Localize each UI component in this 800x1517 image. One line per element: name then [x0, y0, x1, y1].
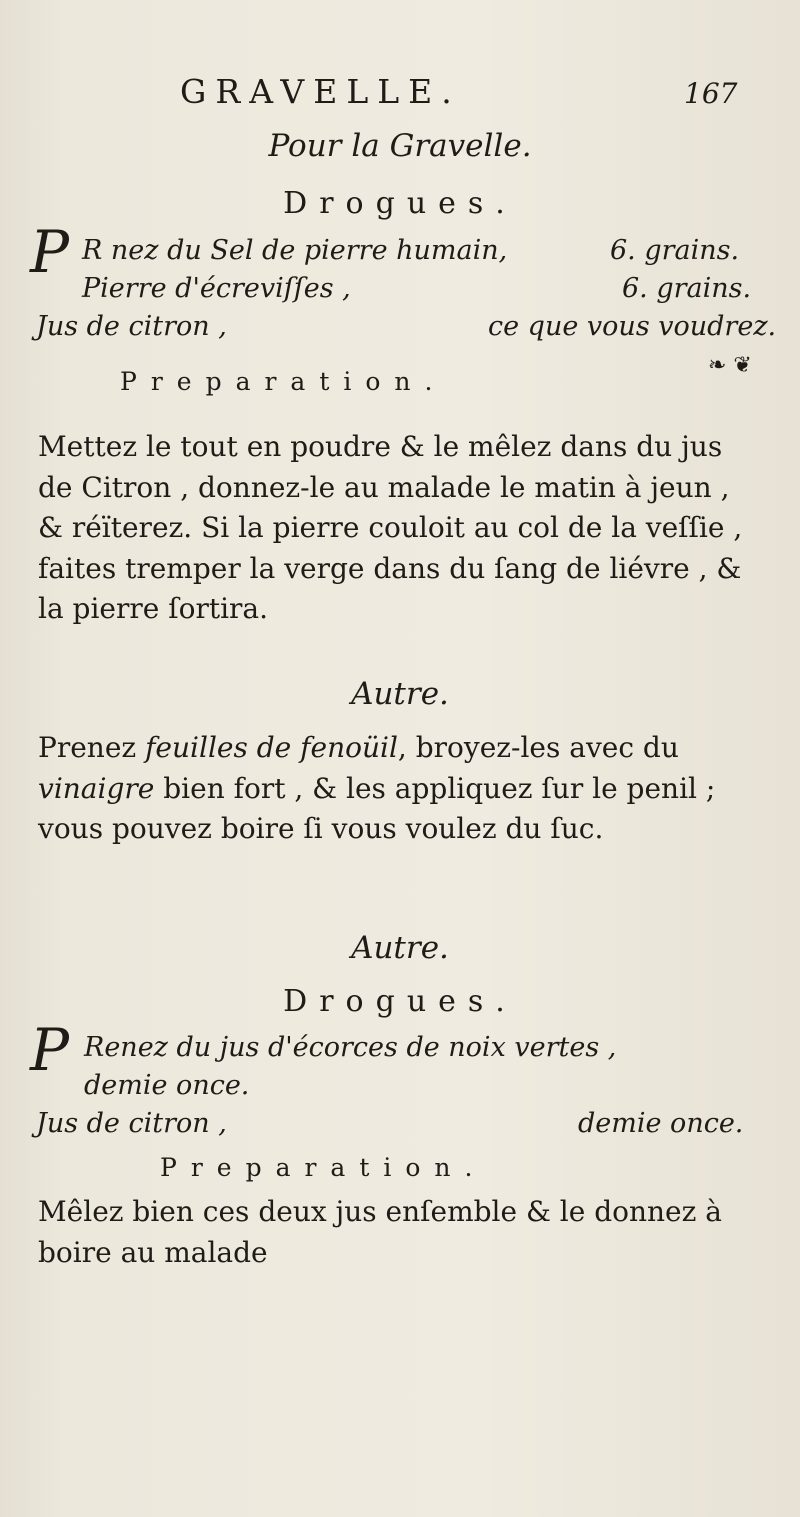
- ingredient-line: Jus de citron ,: [36, 311, 227, 342]
- autre-heading-2: Autre.: [351, 930, 449, 966]
- running-title: GRAVELLE.: [180, 72, 461, 111]
- drogues-heading: Drogues.: [283, 186, 517, 221]
- drogues-heading-2: Drogues.: [283, 984, 517, 1019]
- section-title: Pour la Gravelle.: [268, 128, 532, 164]
- ornament-icon: ❧ ❦: [708, 353, 752, 378]
- drop-cap: P: [30, 218, 70, 286]
- ingredient-line: Pierre d'écreviſſes ,: [82, 273, 351, 304]
- italic-term: feuilles de fenoüil: [145, 731, 398, 764]
- ingredient-quantity: ce que vous voudrez.: [488, 311, 777, 342]
- page-number: 167: [684, 77, 738, 110]
- text-segment: Prenez: [38, 731, 146, 764]
- preparation-paragraph: Mettez le tout en poudre & le mêlez dans du jus de Citron , donnez-le au malade le matin à jeun , & réïterez. Si la pierre couloit au col de la veſſie , faites tremper la verge dans du ſang de liévre , & la pierre ſortira.: [38, 430, 743, 625]
- ingredient-line: R nez du Sel de pierre humain,: [82, 235, 508, 266]
- ingredient-quantity: 6. grains.: [610, 235, 740, 266]
- ingredient-line: demie once.: [84, 1070, 250, 1101]
- preparation-heading-2: Preparation.: [160, 1153, 487, 1182]
- autre-paragraph: [38, 728, 758, 850]
- drop-cap: P: [30, 1016, 70, 1084]
- ingredient-quantity: demie once.: [578, 1108, 744, 1139]
- ingredient-line: Jus de citron ,: [36, 1108, 227, 1139]
- preparation-heading: Preparation.: [120, 367, 447, 396]
- ingredient-line: Renez du jus d'écorces de noix vertes ,: [84, 1032, 617, 1063]
- page-header: [0, 72, 800, 112]
- ingredient-quantity: 6. grains.: [622, 273, 752, 304]
- text-segment: , broyez-les avec du: [397, 731, 679, 764]
- autre-heading: Autre.: [351, 676, 449, 712]
- text-segment: bien fort , & les appliquez ſur le penil ; vous pouvez boire ſi vous voulez du ſuc.: [38, 771, 716, 845]
- italic-term: vinaigre: [38, 771, 155, 805]
- preparation-paragraph-2: Mêlez bien ces deux jus enſemble & le donnez à boire au malade: [38, 1195, 722, 1269]
